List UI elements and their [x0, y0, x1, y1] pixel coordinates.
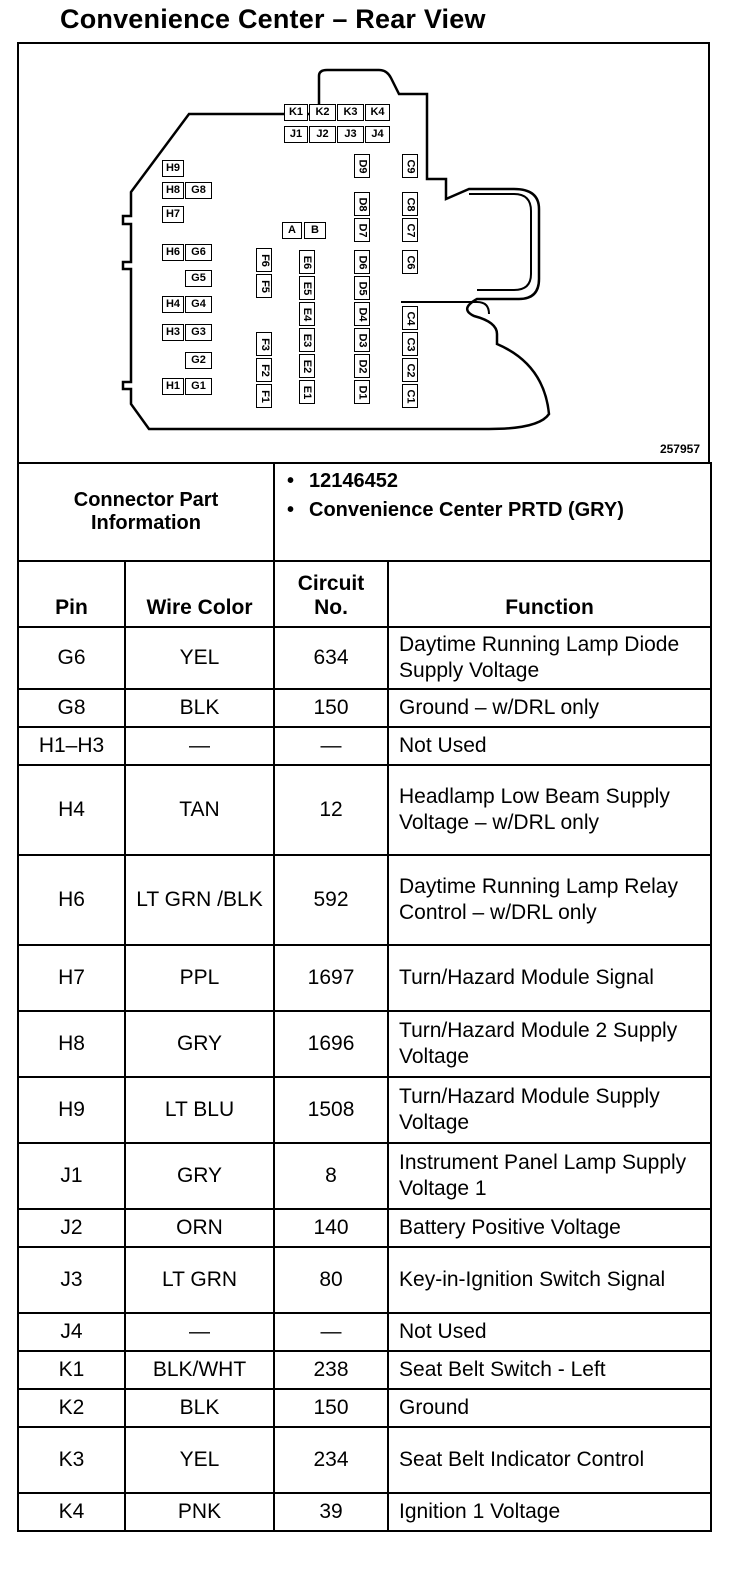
cavity-label: F6 [258, 253, 271, 267]
cell-color: ORN [125, 1209, 274, 1247]
cavity-k2 [309, 104, 336, 121]
cavity-label: H7 [165, 208, 181, 220]
table-row [18, 727, 711, 765]
cavity-e3 [299, 328, 315, 352]
cavity-label: K4 [370, 106, 385, 118]
table-row [18, 1351, 711, 1389]
cell-pin: H8 [18, 1011, 125, 1077]
cavity-d7 [354, 218, 370, 242]
cavity-label: C9 [404, 158, 417, 174]
cavity-e2 [299, 354, 315, 378]
cavity-label: E2 [301, 359, 314, 373]
cavity-label: F5 [258, 279, 271, 293]
cavity-label: H6 [165, 246, 181, 258]
cavity-label: C1 [404, 388, 417, 404]
cavity-g5 [185, 270, 212, 287]
cavity-c9 [402, 154, 418, 178]
header-function: Function [388, 561, 711, 627]
cell-circuit: 12 [274, 765, 388, 855]
cell-function: Daytime Running Lamp Relay Control – w/DRL only [388, 855, 711, 945]
cell-pin: H4 [18, 765, 125, 855]
connector-description: • Convenience Center PRTD (GRY) [309, 499, 704, 522]
cavity-d9 [354, 154, 370, 178]
cavity-label: K2 [315, 106, 330, 118]
cavity-g1 [185, 378, 212, 395]
cavity-h1 [162, 378, 184, 395]
table-row [18, 1493, 711, 1531]
connector-info-row [18, 463, 711, 561]
cell-circuit: 80 [274, 1247, 388, 1313]
cell-color: — [125, 727, 274, 765]
cell-pin: K1 [18, 1351, 125, 1389]
cell-circuit: — [274, 1313, 388, 1351]
cavity-d2 [354, 354, 370, 378]
cavity-c1 [402, 384, 418, 408]
cavity-f6 [256, 248, 272, 272]
connector-info-items [274, 463, 711, 561]
cavity-label: G4 [191, 298, 206, 310]
cell-color: LT GRN /BLK [125, 855, 274, 945]
cell-color: BLK [125, 689, 274, 727]
cavity-k4 [365, 104, 390, 121]
convenience-center-diagram [17, 42, 710, 464]
figure-id: 257957 [659, 442, 700, 456]
cell-pin: J1 [18, 1143, 125, 1209]
cavity-j2 [309, 126, 336, 143]
cavity-g4 [185, 296, 212, 313]
cell-color: — [125, 1313, 274, 1351]
cell-function: Key-in-Ignition Switch Signal [388, 1247, 711, 1313]
cavity-c6 [402, 250, 418, 274]
cavity-label: D7 [356, 222, 369, 238]
cavity-label: H8 [165, 184, 181, 196]
cell-circuit: 234 [274, 1427, 388, 1493]
cavity-e6 [299, 250, 315, 274]
cell-function: Ground [388, 1389, 711, 1427]
connector-pinout-table [17, 462, 710, 1550]
cell-function: Not Used [388, 1313, 711, 1351]
cavity-label: G1 [191, 380, 206, 392]
cell-circuit: 39 [274, 1493, 388, 1531]
cavity-k1 [284, 104, 308, 121]
cavity-label: D6 [356, 254, 369, 270]
cell-circuit: 150 [274, 689, 388, 727]
cavity-label: E1 [301, 385, 314, 399]
cavity-d3 [354, 328, 370, 352]
cavity-label: E3 [301, 333, 314, 347]
cell-pin: K4 [18, 1493, 125, 1531]
cell-pin: H1–H3 [18, 727, 125, 765]
cavity-label: G8 [191, 184, 206, 196]
cell-function: Not Used [388, 727, 711, 765]
cavity-label: J2 [316, 128, 329, 140]
cavity-c4 [402, 306, 418, 330]
cavity-f1 [256, 384, 272, 408]
table-row [18, 1313, 711, 1351]
cell-pin: J4 [18, 1313, 125, 1351]
cavity-label: G5 [191, 272, 206, 284]
table-row [18, 855, 711, 945]
cell-pin: H7 [18, 945, 125, 1011]
cavity-label: D4 [356, 306, 369, 322]
cell-circuit: 238 [274, 1351, 388, 1389]
cavity-e4 [299, 302, 315, 326]
cavity-b [304, 222, 326, 239]
cavity-label: F2 [258, 363, 271, 377]
cavity-label: E5 [301, 281, 314, 295]
cavity-d6 [354, 250, 370, 274]
cavity-label: H9 [165, 162, 181, 174]
cavity-h3 [162, 324, 184, 341]
cavity-g6 [185, 244, 212, 261]
table-row [18, 1389, 711, 1427]
cell-color: TAN [125, 765, 274, 855]
cell-color: PPL [125, 945, 274, 1011]
cavity-label: D3 [356, 332, 369, 348]
cavity-g8 [185, 182, 212, 199]
cell-circuit: 634 [274, 627, 388, 689]
cell-pin: G6 [18, 627, 125, 689]
connector-part-number: • 12146452 [309, 470, 704, 493]
cell-pin: J2 [18, 1209, 125, 1247]
cavity-label: C4 [404, 310, 417, 326]
cavity-label: C7 [404, 222, 417, 238]
header-circuit-no: Circuit No. [274, 561, 388, 627]
cell-color: BLK [125, 1389, 274, 1427]
cavity-label: J1 [289, 128, 303, 140]
table-row [18, 1143, 711, 1209]
cell-color: PNK [125, 1493, 274, 1531]
cell-color: LT BLU [125, 1077, 274, 1143]
cavity-e5 [299, 276, 315, 300]
cell-circuit: 1508 [274, 1077, 388, 1143]
cell-circuit: 150 [274, 1389, 388, 1427]
cavity-label: B [311, 224, 319, 236]
cell-circuit: 592 [274, 855, 388, 945]
cavity-k3 [337, 104, 364, 121]
cell-circuit: 1696 [274, 1011, 388, 1077]
cavity-label: D2 [356, 358, 369, 374]
page-title: Convenience Center – Rear View [60, 4, 486, 34]
cavity-j4 [365, 126, 390, 143]
cavity-d8 [354, 192, 370, 216]
cavity-label: J4 [371, 128, 384, 140]
cell-pin: H9 [18, 1077, 125, 1143]
cavity-label: E4 [301, 307, 314, 321]
cavity-g2 [185, 352, 212, 369]
cell-function: Turn/Hazard Module Signal [388, 945, 711, 1011]
cavity-e1 [299, 380, 315, 404]
cavity-label: H4 [165, 298, 181, 310]
table-row [18, 627, 711, 689]
cell-pin: G8 [18, 689, 125, 727]
table-row [18, 1011, 711, 1077]
cavity-j1 [284, 126, 308, 143]
cavity-d4 [354, 302, 370, 326]
cell-function: Seat Belt Switch - Left [388, 1351, 711, 1389]
cavity-j3 [337, 126, 364, 143]
cell-function: Battery Positive Voltage [388, 1209, 711, 1247]
cavity-h4 [162, 296, 184, 313]
cell-circuit: 140 [274, 1209, 388, 1247]
column-header-row [18, 561, 711, 627]
cell-function: Ground – w/DRL only [388, 689, 711, 727]
cavity-label: G3 [191, 326, 206, 338]
cell-color: BLK/WHT [125, 1351, 274, 1389]
table-row [18, 1247, 711, 1313]
cavity-f3 [256, 332, 272, 356]
cell-function: Turn/Hazard Module 2 Supply Voltage [388, 1011, 711, 1077]
cavity-label: A [288, 224, 296, 236]
cell-color: GRY [125, 1143, 274, 1209]
cavity-label: J3 [344, 128, 357, 140]
cavity-label: D8 [356, 196, 369, 212]
cavity-label: H1 [165, 380, 181, 392]
cavity-h7 [162, 206, 184, 223]
cavity-label: C3 [404, 336, 417, 352]
cavity-label: C2 [404, 362, 417, 378]
table-row [18, 765, 711, 855]
table-row [18, 945, 711, 1011]
cell-function: Daytime Running Lamp Diode Supply Voltage [388, 627, 711, 689]
table-row [18, 1427, 711, 1493]
cavity-c8 [402, 192, 418, 216]
cavity-label: D9 [356, 158, 369, 174]
table-row [18, 1209, 711, 1247]
cavity-label: D5 [356, 280, 369, 296]
cavity-h6 [162, 244, 184, 261]
header-wire-color: Wire Color [125, 561, 274, 627]
cavity-c7 [402, 218, 418, 242]
cell-color: YEL [125, 627, 274, 689]
cell-function: Turn/Hazard Module Supply Voltage [388, 1077, 711, 1143]
cell-circuit: 8 [274, 1143, 388, 1209]
cavity-f2 [256, 358, 272, 382]
cell-pin: K2 [18, 1389, 125, 1427]
cell-color: GRY [125, 1011, 274, 1077]
cavity-g3 [185, 324, 212, 341]
cavity-label: C6 [404, 254, 417, 270]
cell-circuit: 1697 [274, 945, 388, 1011]
cell-pin: J3 [18, 1247, 125, 1313]
cavity-d1 [354, 380, 370, 404]
cavity-label: G2 [191, 354, 206, 366]
cell-function: Instrument Panel Lamp Supply Voltage 1 [388, 1143, 711, 1209]
cell-color: YEL [125, 1427, 274, 1493]
cavity-label: D1 [356, 384, 369, 400]
cavity-label: C8 [404, 196, 417, 212]
cavity-a [282, 222, 302, 239]
cell-pin: H6 [18, 855, 125, 945]
cavity-c3 [402, 332, 418, 356]
table-row [18, 689, 711, 727]
cavity-d5 [354, 276, 370, 300]
cavity-h8 [162, 182, 184, 199]
cavity-label: F3 [258, 337, 271, 351]
table-row [18, 1077, 711, 1143]
cell-function: Ignition 1 Voltage [388, 1493, 711, 1531]
cavity-label: G6 [191, 246, 206, 258]
cavity-label: H3 [165, 326, 181, 338]
cavity-label: K1 [288, 106, 304, 118]
cavity-f5 [256, 274, 272, 298]
cell-circuit: — [274, 727, 388, 765]
cell-color: LT GRN [125, 1247, 274, 1313]
connector-info-label: Connector Part Information [18, 463, 274, 561]
cavity-h9 [162, 160, 184, 177]
cavity-label: E6 [301, 255, 314, 269]
cavity-label: K3 [343, 106, 358, 118]
cavity-label: F1 [258, 389, 271, 403]
header-pin: Pin [18, 561, 125, 627]
cavity-c2 [402, 358, 418, 382]
cell-pin: K3 [18, 1427, 125, 1493]
cell-function: Headlamp Low Beam Supply Voltage – w/DRL only [388, 765, 711, 855]
cell-function: Seat Belt Indicator Control [388, 1427, 711, 1493]
